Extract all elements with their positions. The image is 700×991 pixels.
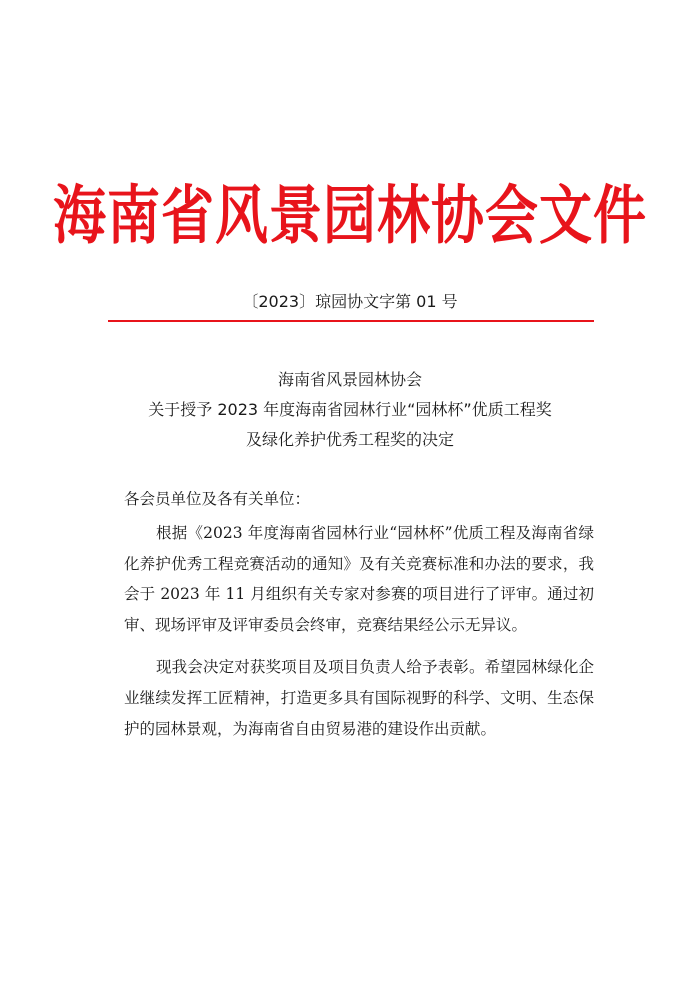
salutation: 各会员单位及各有关单位： (124, 490, 311, 508)
paragraph-2: 现我会决定对获奖项目及项目负责人给予表彰。希望园林绿化企业继续发挥工匠精神，打造更多具有国际视野的科学、文明、生态保护的园林景观，为海南省自由贸易港的建设作出贡献。 (124, 658, 594, 738)
paragraph-1: 根据《2023 年度海南省园林行业“园林杯”优质工程及海南省绿化养护优秀工程竞赛活动的通知》及有关竞赛标准和办法的要求，我会于 2023 年 11 月组织有关专家对参赛的项目进行了评审。通过初审、现场评审及评审委员会终审，竞赛结果经公示无异议。 (124, 524, 594, 634)
document-body (124, 484, 594, 744)
document-title (0, 365, 700, 455)
title-line-1: 海南省风景园林协会 (277, 370, 422, 389)
red-divider-line (108, 320, 594, 322)
title-line-3: 及绿化养护优秀工程奖的决定 (245, 430, 454, 449)
document-number: 〔2023〕琼园协文字第 01 号 (242, 292, 458, 311)
issuer-header: 海南省风景园林协会文件 (53, 178, 647, 254)
title-line-2: 关于授予 2023 年度海南省园林行业“园林杯”优质工程奖 (148, 400, 552, 419)
